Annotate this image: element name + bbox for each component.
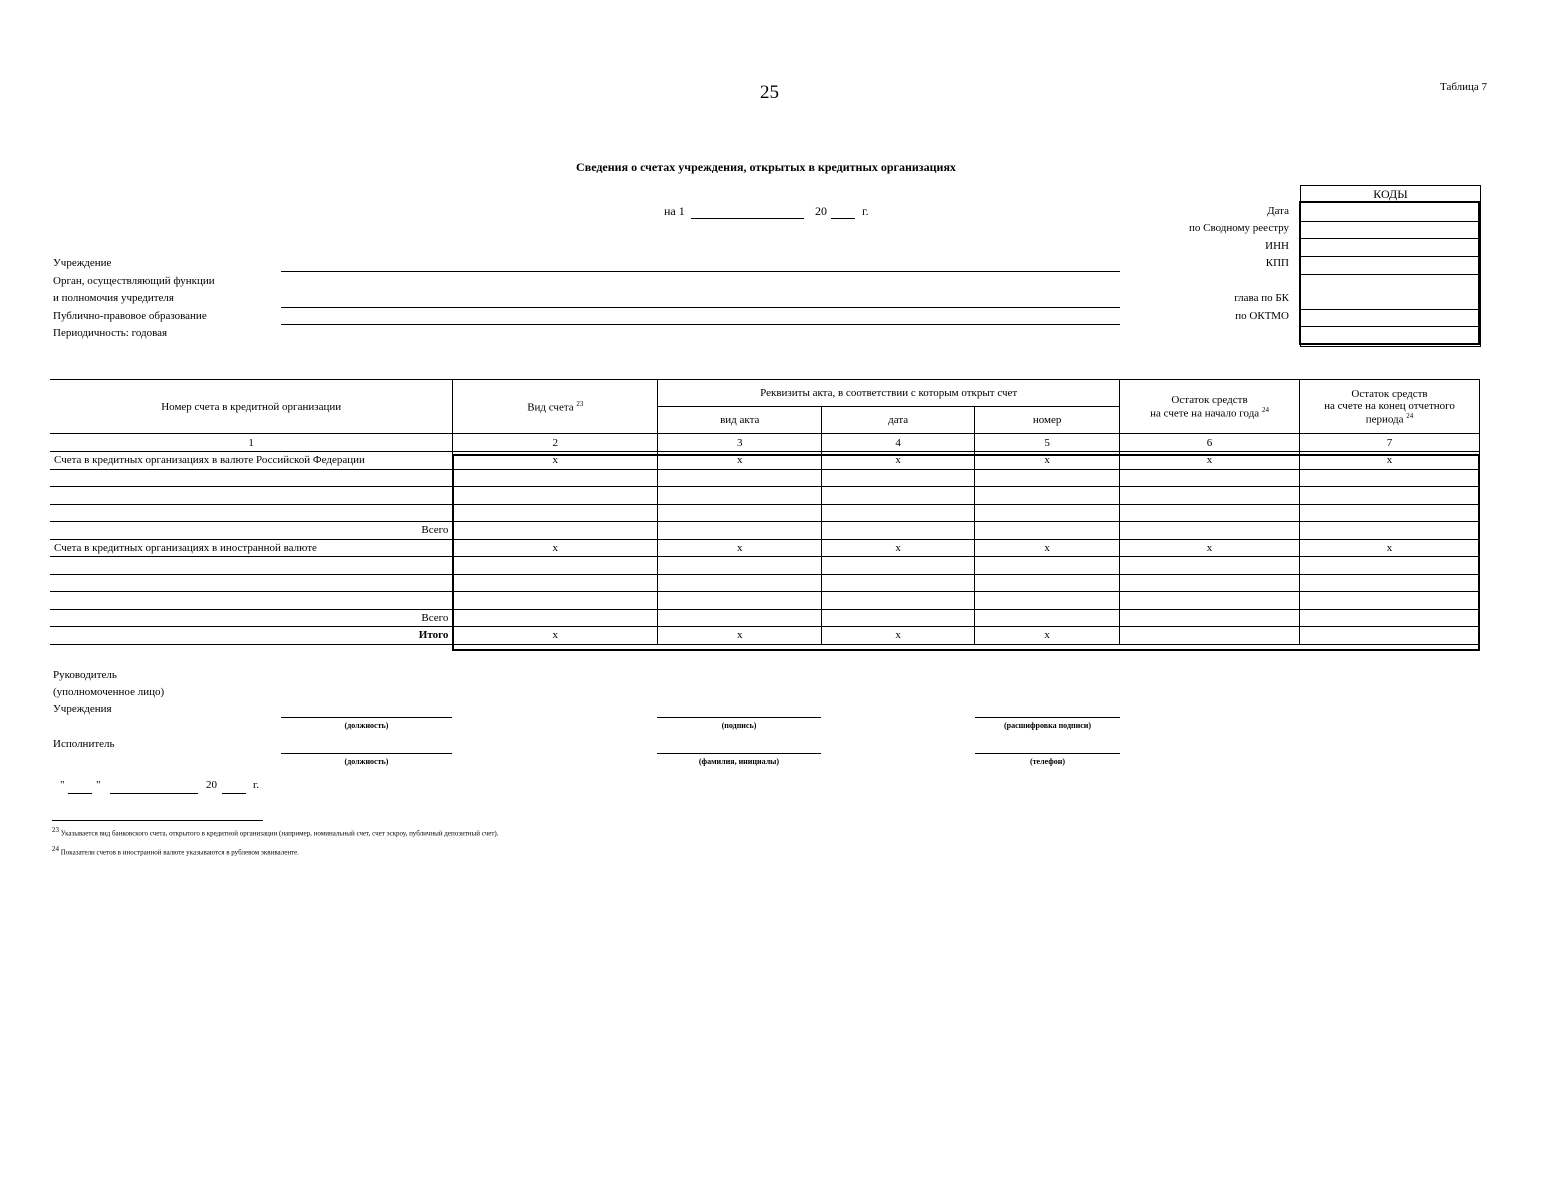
table-cell[interactable]	[1120, 627, 1300, 645]
header-act-number: номер	[975, 407, 1120, 434]
table-cell[interactable]	[453, 487, 658, 505]
executor-name-field[interactable]	[657, 753, 821, 754]
table-row[interactable]	[50, 469, 1480, 487]
x-mark: x	[453, 539, 658, 557]
grand-total-label: Итого	[50, 627, 453, 645]
table-cell[interactable]	[1300, 627, 1480, 645]
x-mark: x	[975, 627, 1120, 645]
table-cell[interactable]	[822, 592, 975, 610]
table-cell[interactable]	[975, 487, 1120, 505]
public-entity-label: Публично-правовое образование	[53, 310, 207, 322]
table-cell[interactable]	[453, 504, 658, 522]
table-cell[interactable]	[822, 574, 975, 592]
table-cell[interactable]	[50, 504, 453, 522]
table-cell[interactable]	[50, 487, 453, 505]
table-cell[interactable]	[822, 504, 975, 522]
x-mark: x	[975, 539, 1120, 557]
table-cell[interactable]	[1120, 522, 1300, 540]
table-cell[interactable]	[1120, 592, 1300, 610]
institution-label: Учреждение	[53, 257, 112, 269]
table-cell[interactable]	[822, 609, 975, 627]
registry-code-label: по Сводному реестру	[1189, 222, 1289, 234]
col-number-1: 1	[50, 434, 453, 452]
table-cell[interactable]	[658, 592, 822, 610]
table-cell[interactable]	[1300, 469, 1480, 487]
accounts-table	[50, 379, 1480, 645]
table-cell[interactable]	[1300, 557, 1480, 575]
table-cell[interactable]	[658, 574, 822, 592]
table-cell[interactable]	[658, 469, 822, 487]
subtotal-label: Всего	[50, 522, 453, 540]
head-decoding-field[interactable]	[975, 717, 1120, 718]
executor-phone-field[interactable]	[975, 753, 1120, 754]
date-code-label: Дата	[1267, 205, 1289, 217]
sign-date-quote-open: "	[60, 779, 65, 791]
sign-date-year-field[interactable]	[222, 793, 246, 794]
head-decoding-caption: (расшифровка подписи)	[1003, 721, 1092, 730]
sign-date-day-field[interactable]	[68, 793, 92, 794]
executor-position-caption: (должность)	[344, 757, 389, 766]
table-cell[interactable]	[822, 469, 975, 487]
table-cell[interactable]	[975, 522, 1120, 540]
header-start-balance: Остаток средств на счете на начало года $^{24}$	[1120, 380, 1300, 434]
x-mark: x	[1300, 539, 1480, 557]
table-cell[interactable]	[453, 522, 658, 540]
table-row	[50, 522, 1480, 540]
organ-field[interactable]	[281, 307, 1120, 308]
table-cell[interactable]	[453, 557, 658, 575]
x-mark: x	[822, 539, 975, 557]
x-mark: x	[1300, 452, 1480, 470]
table-cell[interactable]	[50, 557, 453, 575]
date-day-month-field[interactable]	[691, 218, 804, 219]
head-label-1: Руководитель	[53, 669, 117, 681]
table-cell[interactable]	[975, 504, 1120, 522]
table-cell[interactable]	[1300, 522, 1480, 540]
head-position-caption: (должность)	[344, 721, 389, 730]
col-number-7: 7	[1300, 434, 1480, 452]
table-cell[interactable]	[453, 592, 658, 610]
date-suffix: г.	[862, 204, 869, 218]
table-cell[interactable]	[453, 574, 658, 592]
oktmo-code-label: по ОКТМО	[1235, 310, 1289, 322]
section-foreign-label: Счета в кредитных организациях в иностранной валюте	[50, 539, 453, 557]
sign-date-month-field[interactable]	[110, 793, 198, 794]
table-cell[interactable]	[975, 592, 1120, 610]
x-mark: x	[822, 452, 975, 470]
table-cell[interactable]	[1300, 592, 1480, 610]
subtotal-label: Всего	[50, 609, 453, 627]
sign-date-year-prefix: 20	[206, 779, 217, 791]
col-number-3: 3	[658, 434, 822, 452]
inn-code-label: ИНН	[1265, 240, 1289, 252]
table-cell[interactable]	[1120, 487, 1300, 505]
table-cell[interactable]	[1300, 574, 1480, 592]
x-mark: x	[658, 539, 822, 557]
header-act-details: Реквизиты акта, в соответствии с которым открыт счет	[658, 380, 1120, 407]
col-number-4: 4	[822, 434, 975, 452]
organ-label-2: и полномочия учредителя	[53, 292, 174, 304]
head-position-field[interactable]	[281, 717, 452, 718]
header-act-date: дата	[822, 407, 975, 434]
header-end-balance: Остаток средств на счете на конец отчетного периода $^{24}$	[1300, 380, 1480, 434]
table-row[interactable]	[50, 504, 1480, 522]
col-number-5: 5	[975, 434, 1120, 452]
header-act-type: вид акта	[658, 407, 822, 434]
table-row[interactable]	[50, 592, 1480, 610]
periodicity-label: Периодичность: годовая	[53, 327, 168, 339]
table-row[interactable]	[50, 557, 1480, 575]
table-row[interactable]	[50, 574, 1480, 592]
x-mark: x	[822, 627, 975, 645]
footnote-23: $^{23}$ Указывается вид банковского счета, открытого в кредитной организации (например, номинальный счет, счет эскроу, публичный депозитный счет).	[52, 826, 499, 838]
public-entity-field[interactable]	[281, 324, 1120, 325]
sign-date-suffix: г.	[253, 779, 260, 791]
codes-frame	[1299, 201, 1480, 345]
table-cell[interactable]	[453, 469, 658, 487]
x-mark: x	[658, 452, 822, 470]
x-mark: x	[453, 452, 658, 470]
x-mark: x	[975, 452, 1120, 470]
table-cell[interactable]	[1120, 557, 1300, 575]
institution-field[interactable]	[281, 271, 1120, 272]
sign-date-quote-close: "	[96, 779, 101, 791]
table-cell[interactable]	[1300, 504, 1480, 522]
date-year-prefix: 20	[815, 204, 827, 218]
table-cell[interactable]	[1120, 574, 1300, 592]
col-number-6: 6	[1120, 434, 1300, 452]
executor-phone-caption: (телефон)	[1029, 757, 1066, 766]
codes-header: КОДЫ	[1373, 187, 1408, 201]
table-cell[interactable]	[1120, 469, 1300, 487]
head-label-2: (уполномоченное лицо)	[53, 686, 165, 698]
table-row	[50, 609, 1480, 627]
header-account-type: Вид счета $^{23}$	[453, 380, 658, 434]
table-cell[interactable]	[50, 592, 453, 610]
table-row	[50, 539, 1480, 557]
kpp-code-label: КПП	[1265, 257, 1289, 269]
x-mark: x	[1120, 452, 1300, 470]
table-cell[interactable]	[1300, 487, 1480, 505]
head-signature-field[interactable]	[657, 717, 821, 718]
table-cell[interactable]	[658, 557, 822, 575]
table-cell[interactable]	[822, 522, 975, 540]
bk-code-label: глава по БК	[1234, 292, 1289, 304]
executor-label: Исполнитель	[53, 738, 115, 750]
table-number: Таблица 7	[1440, 81, 1488, 93]
table-cell[interactable]	[1120, 609, 1300, 627]
table-cell[interactable]	[975, 469, 1120, 487]
table-row[interactable]	[50, 487, 1480, 505]
date-prefix: на 1	[664, 204, 685, 218]
head-signature-caption: (подпись)	[721, 721, 757, 730]
table-cell[interactable]	[975, 557, 1120, 575]
footnote-24: $^{24}$ Показатели счетов в иностранной валюте указываются в рублевом эквиваленте.	[52, 845, 299, 857]
table-cell[interactable]	[822, 487, 975, 505]
x-mark: x	[1120, 539, 1300, 557]
table-cell[interactable]	[658, 504, 822, 522]
head-label-3: Учреждения	[53, 703, 112, 715]
table-cell[interactable]	[658, 522, 822, 540]
date-year-field[interactable]	[831, 218, 855, 219]
table-cell[interactable]	[975, 574, 1120, 592]
header-account-number: Номер счета в кредитной организации	[50, 380, 453, 434]
table-cell[interactable]	[822, 557, 975, 575]
page-number: 25	[760, 82, 779, 103]
table-cell[interactable]	[658, 487, 822, 505]
organ-label-1: Орган, осуществляющий функции	[53, 275, 215, 287]
table-cell[interactable]	[1300, 609, 1480, 627]
table-cell[interactable]	[50, 469, 453, 487]
executor-position-field[interactable]	[281, 753, 452, 754]
table-cell[interactable]	[658, 609, 822, 627]
table-row	[50, 452, 1480, 470]
footnote-separator	[52, 820, 263, 821]
x-mark: x	[658, 627, 822, 645]
table-cell[interactable]	[453, 609, 658, 627]
table-cell[interactable]	[50, 574, 453, 592]
table-row	[50, 627, 1480, 645]
section-rub-label: Счета в кредитных организациях в валюте Российской Федерации	[50, 452, 453, 470]
col-number-2: 2	[453, 434, 658, 452]
x-mark: x	[453, 627, 658, 645]
form-title: Сведения о счетах учреждения, открытых в кредитных организациях	[576, 160, 956, 174]
table-cell[interactable]	[1120, 504, 1300, 522]
executor-name-caption: (фамилия, инициалы)	[698, 757, 780, 766]
table-cell[interactable]	[975, 609, 1120, 627]
